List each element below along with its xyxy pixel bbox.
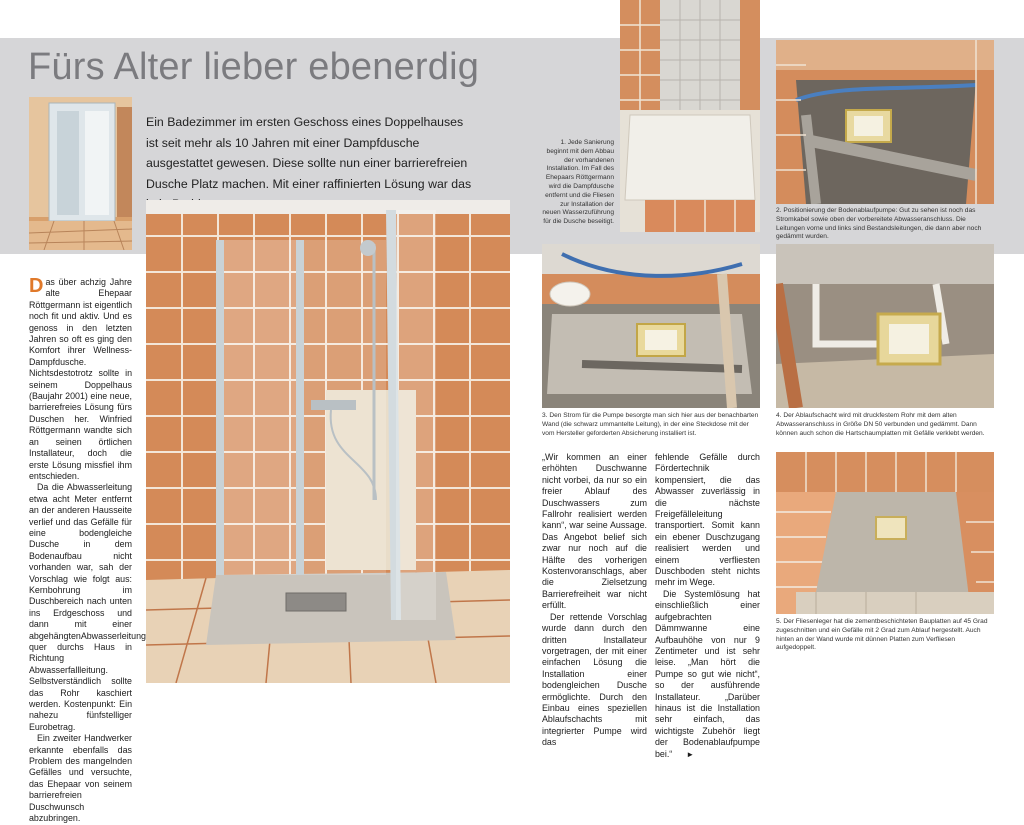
photo-1-demolition xyxy=(620,0,760,232)
photo-4-drain-connection xyxy=(776,244,994,408)
lead-paragraph: Ein Badezimmer im ersten Geschoss eines Doppelhauses ist seit mehr als 10 Jahren mit einer Dampfdusche ausgestattet gewesen. Diese sollte nun einer barrierefreien Dusche Platz machen. Mit einer raffinierten Lösung war das xyxy=(146,115,472,191)
article-column-2 xyxy=(542,452,647,749)
article-column-3 xyxy=(655,452,760,760)
continue-arrow-icon: ► xyxy=(686,749,695,759)
col2-paragraph-2: Der rettende Vorschlag wurde dann durch den dritten Installateur vorgetragen, der mit einer einfachen Lösung die Installation einer bodengleichen Dusche ermöglichte. Durch den Einbau eines speziellen Ablaufschachts mit integrierter Pumpe wird das xyxy=(542,611,647,748)
photo-5-tile-preparation xyxy=(776,452,994,614)
photo-old-steam-shower xyxy=(29,97,132,250)
col3-paragraph-2: Die Systemlösung hat einschließlich einer aufgebrachten Dämmwanne eine Aufbauhöhe von nur 9 Zentimeter und ist sehr leise. „Man hört die Pumpe so gut wie nicht“, so der ausführende Installateur. „Darüber hinaus ist die Installation sehr einfach, das wichtigste Zubehör liegt der Bodenablaufpumpe bei.“ xyxy=(655,588,760,759)
page-title: Fürs Alter lieber ebenerdig xyxy=(28,46,480,88)
col3-paragraph-1: fehlende Gefälle durch Fördertechnik kompensiert, die das Abwasser zuverlässig in die nächste Freigefälleleitung transportiert. Somit kann ein ebener Duschzugang realisiert werden und einem verfliesten Duschboden steht nichts mehr im Wege. xyxy=(655,452,760,588)
col1-paragraph-1: as über achzig Jahre alte Ehepaar Röttgermann ist eigentlich noch fit und aktiv. Und es genoss in den letzten Jahren so oft es ging den Komfort ihrer Wellness-Dampfdusche. Nichtsdestotrotz sollte in seinem Doppelhaus (Baujahr 2001) eine neue, barrierefreies Lösung fürs Duschen her. Winfried Röttgermann wandte sich an seinen örtlichen Installateur, doch die erste Lösung missfiel ihm entschieden. xyxy=(29,277,132,481)
article-column-1 xyxy=(29,275,146,825)
caption-4: 4. Der Ablaufschacht wird mit druckfestem Rohr mit dem alten Abwasseranschluss in Größe DN 50 verbunden und gedämmt. Dann können auch schon die Hartschaumplatten mit Gefälle verklebt werden. xyxy=(776,412,985,437)
caption-2: 2. Positionierung der Bodenablaufpumpe: Gut zu sehen ist noch das Stromkabel sowie oben der vorbereitete Abwasseranschluss. Die Leitungen vorne und links sind Bestandsleitungen, die dann aber noch gedämmt wurden. xyxy=(776,207,982,241)
caption-3: 3. Den Strom für die Pumpe besorgte man sich hier aus der benachbarten Wand (die schwarz ummantelte Leitung), in der eine Steckdose mit der vom Hersteller geforderten Absicherung installiert ist. xyxy=(542,412,759,437)
col1-paragraph-3: Ein zweiter Handwerker erkannte ebenfalls das Problem des mangelnden Gefälles und versuchte, das Ehepaar von seinem barrierefreien Duschwunsch abzubringen. xyxy=(29,733,132,824)
photo-2-pump-position xyxy=(776,40,994,204)
photo-new-shower xyxy=(146,200,510,683)
photo-3-power-supply xyxy=(542,244,760,408)
col1-paragraph-2: Da die Abwasserleitung etwa acht Meter entfernt an der anderen Hausseite verlief und das Gefälle für eine bodengleiche Dusche in dem Bodenaufbau nicht vorhanden war, sah der Vorschlag wie folgt aus: Kernbohrung im Duschbereich nach unten ins Erdgeschoss und dann mit einer abgehängtenAbwasserleitung quer durchs Haus in Richtung Abwasserfallleitung. Selbstverständlich sollte das Rohr kaschiert werden. Kostenpunkt: Ein nahezu fünfstelliger Eurobetrag. xyxy=(29,482,146,732)
drop-cap: D xyxy=(29,275,44,297)
col2-paragraph-1: „Wir kommen an einer erhöhten Duschwanne nicht vorbei, da nur so ein freier Ablauf des Duschwassers zum Fallrohr realisiert werden kann“, war seine Aussage. Das Angebot belief sich zwar nur noch auf die Hälfte des vorherigen Kostenvoranschlags, aber die Zielsetzung Barrierefreiheit war nicht erfüllt. xyxy=(542,452,647,611)
caption-1: 1. Jede Sanierung beginnt mit dem Abbau der vorhandenen Installation. Im Fall des Ehepaars Röttgermann wird die Dampfdusche entfernt und die Fliesen zur Installation der neuen Wasserzuführung für die Dusche beseitigt. xyxy=(542,139,614,226)
caption-5: 5. Der Fliesenleger hat die zementbeschichteten Bauplatten auf 45 Grad zugeschnitten und ein Gefälle mit 2 Grad zum Ablauf hergestellt. Auch hinten an der Wand wurde mit dünnen Platten zum Verfliesen aufgedoppelt. xyxy=(776,618,988,652)
